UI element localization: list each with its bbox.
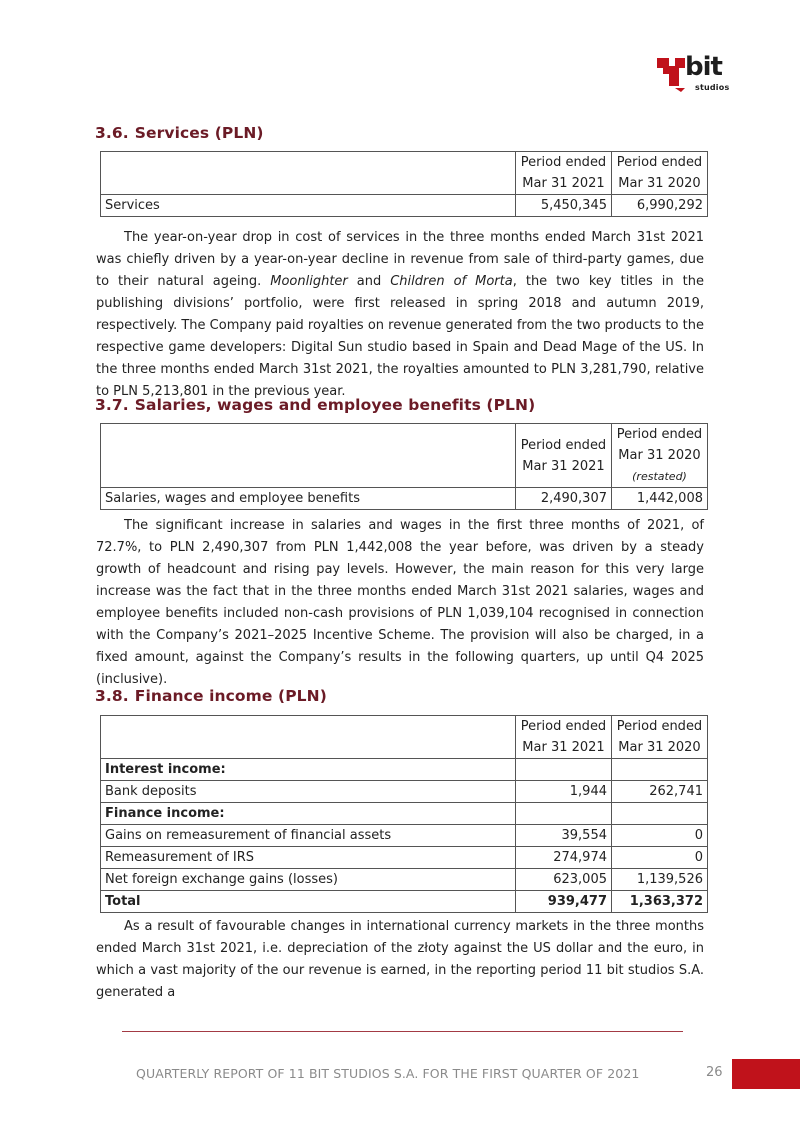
header-cell-2021 [516, 424, 612, 488]
header-cell-2021 [516, 716, 612, 759]
row-label: Total [101, 891, 516, 913]
row-label: Gains on remeasurement of financial assets [101, 825, 516, 847]
section-heading-salaries [95, 396, 535, 414]
section-title: Services (PLN) [134, 124, 264, 142]
section-title: Salaries, wages and employee benefits (PLN) [134, 396, 536, 414]
section-number: 3.6. [95, 124, 129, 142]
row-label: Bank deposits [101, 781, 516, 803]
header-line: Mar 31 2020 [618, 740, 701, 755]
table-row [101, 803, 708, 825]
services-paragraph [96, 227, 704, 403]
row-label: Net foreign exchange gains (losses) [101, 869, 516, 891]
logo-wordmark: bit [685, 52, 722, 82]
value-2021: 274,974 [516, 847, 612, 869]
game-title: Moonlighter [270, 274, 348, 289]
paragraph-text: and [347, 274, 391, 289]
section-heading-services [95, 124, 264, 142]
value-2020: 1,139,526 [612, 869, 708, 891]
salaries-table [100, 423, 708, 510]
row-label: Interest income: [101, 759, 516, 781]
company-logo [655, 50, 737, 102]
value-2020: 0 [612, 825, 708, 847]
value-2021: 39,554 [516, 825, 612, 847]
value-2021 [516, 759, 612, 781]
row-label: Remeasurement of IRS [101, 847, 516, 869]
header-blank-cell [101, 716, 516, 759]
header-cell-2020 [612, 424, 708, 488]
header-cell-2020 [612, 716, 708, 759]
header-line: Mar 31 2020 [618, 448, 701, 463]
header-line: Period ended [520, 437, 607, 453]
header-cell-2021 [516, 152, 612, 195]
row-label: Services [101, 195, 516, 217]
footer-report-title: QUARTERLY REPORT OF 11 BIT STUDIOS S.A. FOR THE FIRST QUARTER OF 2021 [136, 1066, 640, 1081]
value-2020: 1,363,372 [612, 891, 708, 913]
table-row [101, 759, 708, 781]
header-line: Period ended [520, 155, 607, 170]
table-header-row [101, 152, 708, 195]
paragraph-text: The year-on-year drop in cost of services in the three months ended March 31st 2021 was chiefly driven by a year-on-year decline in revenue from sale of third-party games, due to their natural ageing. [96, 230, 704, 289]
finance-income-table [100, 715, 708, 913]
header-blank-cell [101, 152, 516, 195]
header-line: Mar 31 2021 [522, 740, 605, 755]
table-row [101, 195, 708, 217]
restated-note: (restated) [632, 470, 687, 483]
value-2020 [612, 759, 708, 781]
footer-divider [122, 1031, 683, 1032]
services-table [100, 151, 708, 217]
header-line: Period ended [616, 719, 703, 734]
value-2020 [612, 803, 708, 825]
table-row [101, 488, 708, 510]
salaries-paragraph: The significant increase in salaries and wages in the first three months of 2021, of 72.7%, to PLN 2,490,307 from PLN 1,442,008 the year before, was driven by a steady growth of headcount and rising pay levels. However, the main reason for this very large increase was the fact that in the three months ended March 31st 2021 salaries, wages and employee benefits included non-cash provisions of PLN 1,039,104 recognised in connection with the Company’s 2021–2025 Incentive Scheme. The provision will also be charged, in a fixed amount, against the Company’s results in the following quarters, up until Q4 2025 (inclusive). [96, 518, 704, 687]
paragraph-text: , the two key titles in the publishing divisions’ portfolio, were first released in spring 2018 and autumn 2019, respectively. The Company paid royalties on revenue generated from the two products to the respective game developers: Digital Sun studio based in Spain and Dead Mage of the US. In the three months ended March 31st 2021, the royalties amounted to PLN 3,281,790, relative to PLN 5,213,801 in the previous year. [96, 274, 704, 399]
header-cell-2020 [612, 152, 708, 195]
value-2021 [516, 803, 612, 825]
page-number: 26 [706, 1065, 723, 1080]
table-total-row [101, 891, 708, 913]
value-2021: 2,490,307 [516, 488, 612, 510]
section-number: 3.7. [95, 396, 129, 414]
header-blank-cell [101, 424, 516, 488]
table-row [101, 825, 708, 847]
value-2020: 1,442,008 [612, 488, 708, 510]
value-2020: 262,741 [612, 781, 708, 803]
value-2020: 0 [612, 847, 708, 869]
value-2021: 1,944 [516, 781, 612, 803]
row-label: Salaries, wages and employee benefits [101, 488, 516, 510]
table-row [101, 869, 708, 891]
header-line: Period ended [616, 427, 703, 442]
header-line: Mar 31 2021 [522, 176, 605, 191]
finance-income-paragraph: As a result of favourable changes in international currency markets in the three months ended March 31st 2021, i.e. depreciation of the złoty against the US dollar and the euro, in which a vast majority of the our revenue is earned, in the reporting period 11 bit studios S.A. generated a [96, 919, 704, 1000]
table-row [101, 847, 708, 869]
value-2021: 939,477 [516, 891, 612, 913]
header-line: Mar 31 2020 [618, 176, 701, 191]
header-line: Period ended [616, 155, 703, 170]
section-number: 3.8. [95, 687, 129, 705]
page-accent-tab [732, 1059, 800, 1089]
logo-subtitle: studios [695, 83, 730, 92]
header-line: Period ended [520, 719, 607, 734]
value-2021: 623,005 [516, 869, 612, 891]
value-2020: 6,990,292 [612, 195, 708, 217]
logo-mark-icon [655, 52, 687, 92]
section-heading-finance-income [95, 687, 327, 705]
table-row [101, 781, 708, 803]
table-header-row [101, 424, 708, 488]
game-title: Children of Morta [390, 274, 513, 289]
section-title: Finance income (PLN) [134, 687, 327, 705]
header-line: Mar 31 2021 [522, 458, 605, 474]
row-label: Finance income: [101, 803, 516, 825]
table-header-row [101, 716, 708, 759]
value-2021: 5,450,345 [516, 195, 612, 217]
